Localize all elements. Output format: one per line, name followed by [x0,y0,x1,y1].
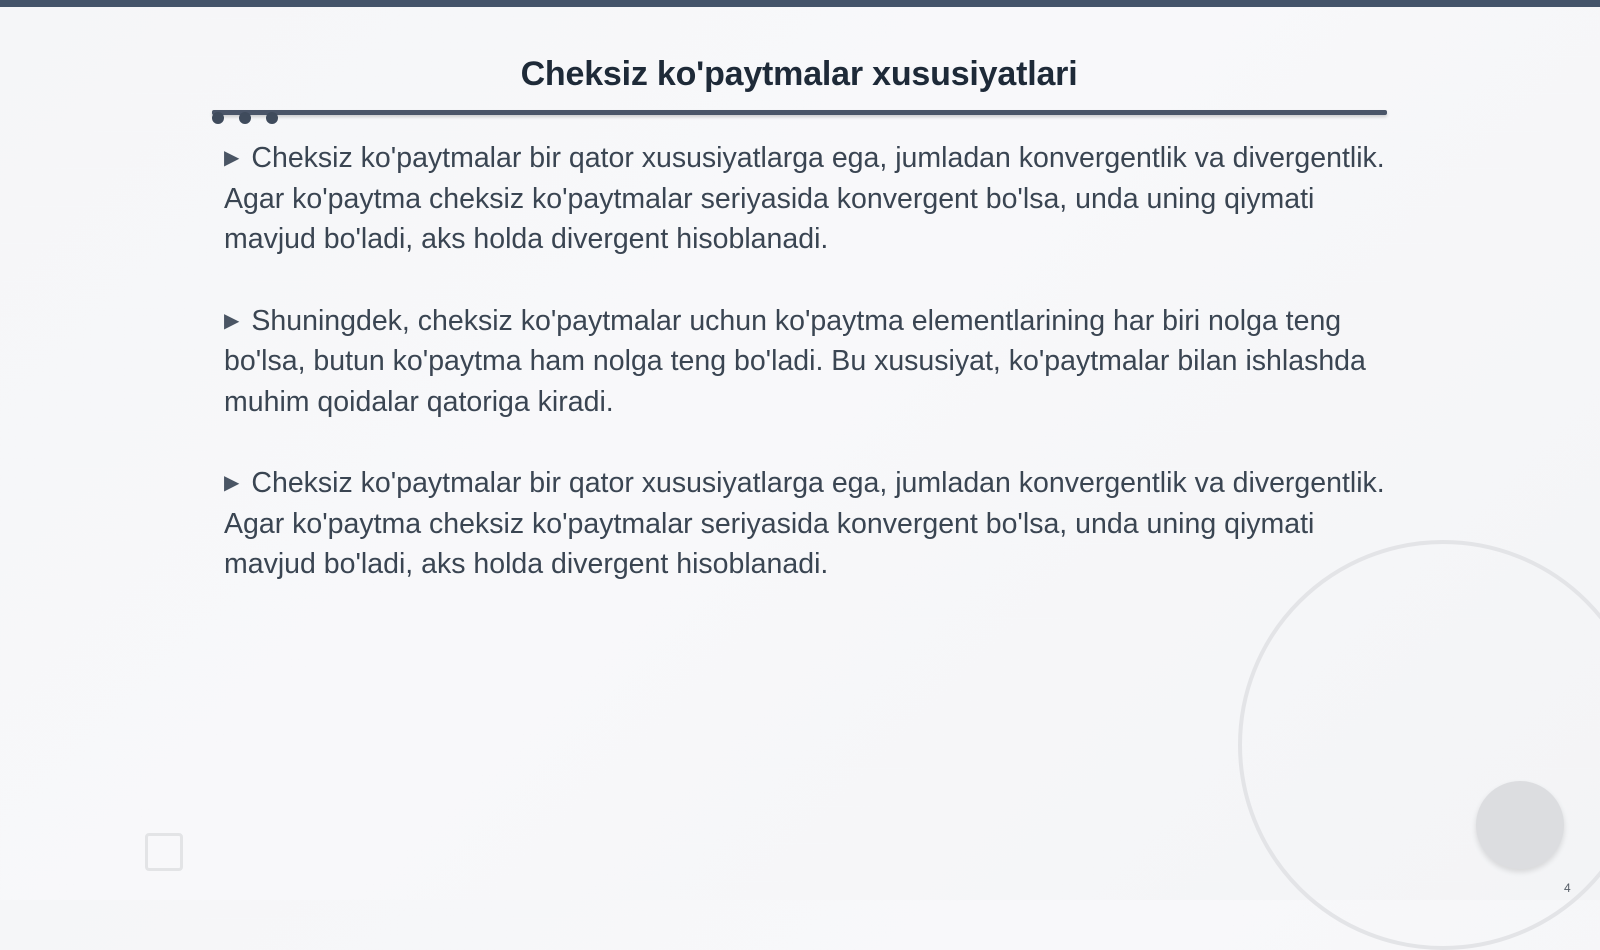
triangle-right-icon: ▶ [224,309,240,332]
slide-body [224,138,1394,626]
slide-title: Cheksiz ko'paytmalar xususiyatlari [520,55,1078,93]
triangle-right-icon: ▶ [224,472,240,494]
bullet-text: Shuningdek, cheksiz ko'paytmalar uchun ko'paytma elementlarining har biri nolga teng bo'lsa, butun ko'paytma ham nolga teng bo'ladi. Bu xususiyat, ko'paytmalar bilan ishlashda muhim qoidalar qatoriga kiradi. [224,304,1366,418]
decorative-circle [1476,781,1564,869]
bullet-paragraph [224,463,1394,585]
page-number: 4 [1564,881,1571,895]
bullet-text: Cheksiz ko'paytmalar bir qator xususiyatlarga ega, jumladan konvergentlik va divergentlik. Agar ko'paytma cheksiz ko'paytmalar seriyasida konvergent bo'lsa, unda uning qiymati mavjud bo'ladi, aks holda divergent hisoblanadi. [224,142,1385,255]
underline-dot [239,112,251,124]
bullet-paragraph [224,138,1394,260]
triangle-right-icon: ▶ [224,147,240,169]
bullet-paragraph [224,301,1394,423]
decorative-square [145,833,183,871]
underline-dot [266,112,278,124]
bullet-text: Cheksiz ko'paytmalar bir qator xususiyatlarga ega, jumladan konvergentlik va divergentlik. Agar ko'paytma cheksiz ko'paytmalar seriyasida konvergent bo'lsa, unda uning qiymati mavjud bo'ladi, aks holda divergent hisoblanadi. [224,467,1385,580]
underline-dot [212,112,224,124]
title-underline [212,110,1387,115]
top-accent-bar [0,0,1600,7]
